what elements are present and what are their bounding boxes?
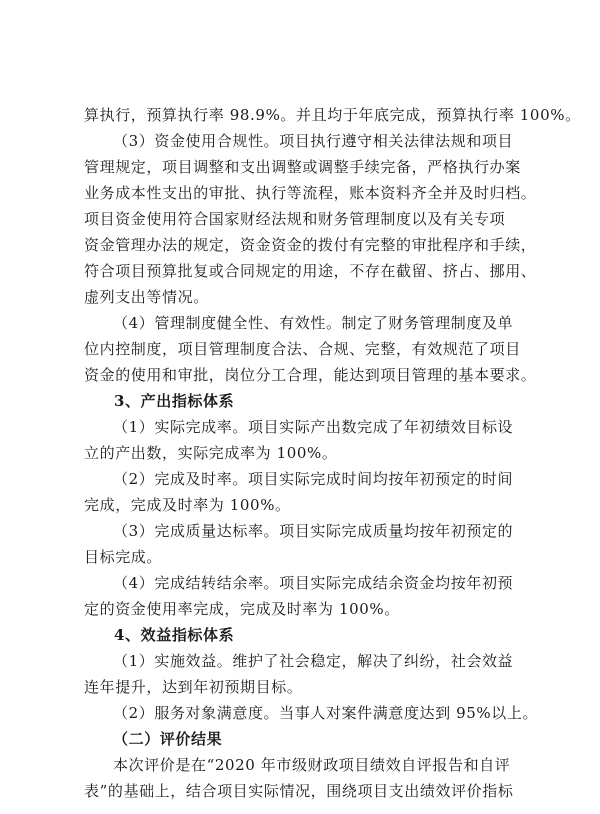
text-line: 项目资金使用符合国家财经法规和财务管理制度以及有关专项: [84, 210, 506, 228]
paragraph-line: （1）实施效益。维护了社会稳定，解决了纠纷，社会效益: [113, 652, 514, 670]
text-line: 完成，完成及时率为 100%。: [84, 496, 291, 514]
paragraph-line: （3）完成质量达标率。项目实际完成质量均按年初预定的: [113, 522, 514, 540]
paragraph-line: （4）管理制度健全性、有效性。制定了财务管理制度及单: [113, 314, 514, 332]
paragraph-line: 本次评价是在“2020 年市级财政项目绩效自评报告和自评: [113, 756, 511, 774]
paragraph-line: （1）实际完成率。项目实际产出数完成了年初绩效目标设: [113, 418, 514, 436]
text-line: 业务成本性支出的审批、执行等流程，账本资料齐全并及时归档。: [84, 184, 537, 202]
paragraph-line: （2）服务对象满意度。当事人对案件满意度达到 95%以上。: [113, 704, 539, 722]
text-line: 虚列支出等情况。: [84, 288, 209, 306]
text-line: 符合项目预算批复或合同规定的用途，不存在截留、挤占、挪用、: [84, 262, 537, 280]
text-line: 立的产出数，实际完成率为 100%。: [84, 444, 338, 462]
section-heading: 4、效益指标体系: [114, 626, 235, 644]
text-line: 定的资金使用率完成，完成及时率为 100%。: [84, 600, 400, 618]
text-line: 资金的使用和审批，岗位分工合理，能达到项目管理的基本要求。: [84, 366, 537, 384]
paragraph-line: （3）资金使用合规性。项目执行遵守相关法律法规和项目: [113, 132, 514, 150]
text-line: 位内控制度，项目管理制度合法、合规、完整，有效规范了项目: [84, 340, 521, 358]
text-line: 算执行，预算执行率 98.9%。并且均于年底完成，预算执行率 100%。: [84, 106, 581, 124]
section-heading: （二）评价结果: [113, 730, 223, 748]
text-line: 管理规定，项目调整和支出调整或调整手续完备，严格执行办案: [84, 158, 521, 176]
paragraph-line: （2）完成及时率。项目实际完成时间均按年初预定的时间: [113, 470, 514, 488]
text-line: 目标完成。: [84, 548, 163, 566]
section-heading: 3、产出指标体系: [114, 392, 235, 410]
text-line: 连年提升，达到年初预期目标。: [84, 678, 303, 696]
paragraph-line: （4）完成结转结余率。项目实际完成结余资金均按年初预: [113, 574, 514, 592]
text-line: 表”的基础上，结合项目实际情况，围绕项目支出绩效评价指标: [84, 782, 514, 800]
text-line: 资金管理办法的规定，资金资金的拨付有完整的审批程序和手续，: [84, 236, 537, 254]
